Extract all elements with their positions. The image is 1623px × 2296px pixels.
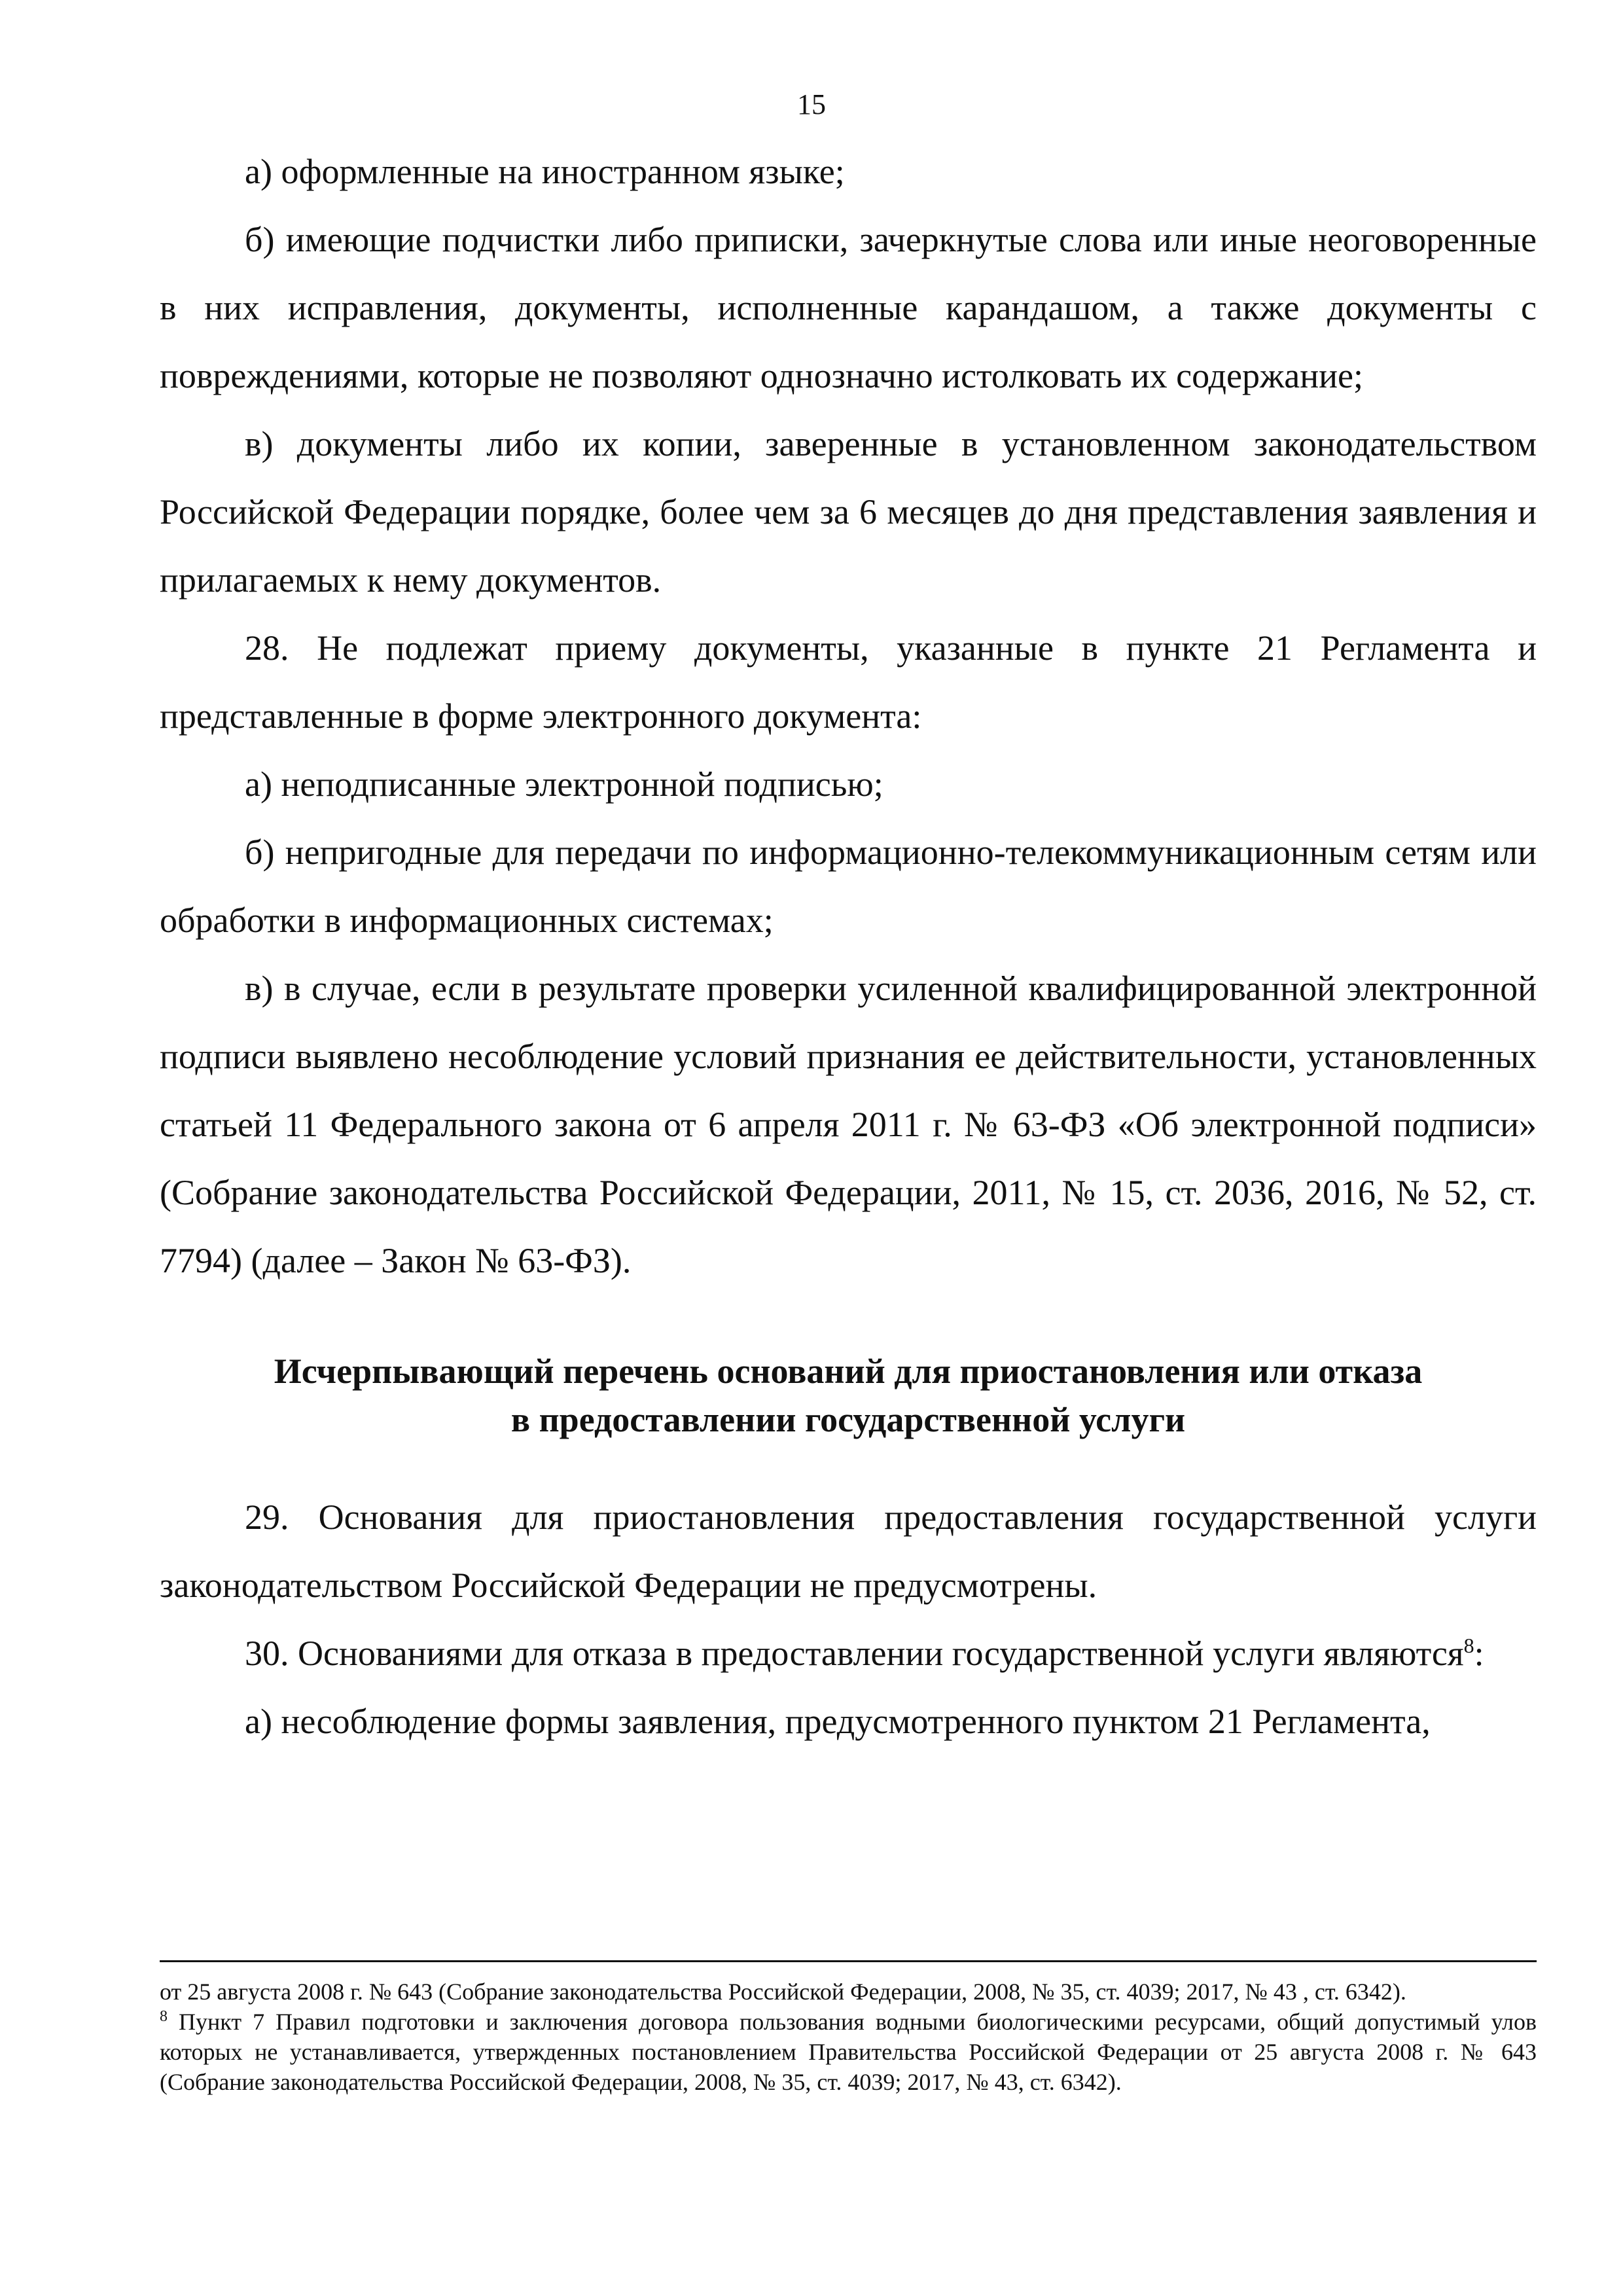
paragraph-28: 28. Не подлежат приему документы, указанные в пункте 21 Регламента и представленные в форме электронного документа: — [160, 628, 1537, 736]
paragraph-29: 29. Основания для приостановления предоставления государственной услуги законодательством Российской Федерации не предусмотрены. — [160, 1498, 1537, 1605]
paragraph-28b: б) непригодные для передачи по информационно-телекоммуникационным сетям или обработки в информационных системах; — [160, 833, 1537, 940]
body-text — [160, 137, 1537, 1755]
paragraph-30 — [160, 1619, 1537, 1687]
paragraph-30-text: 30. Основаниями для отказа в предоставлении государственной услуги являются — [245, 1634, 1464, 1673]
section-heading — [160, 1347, 1537, 1444]
paragraph-28c: в) в случае, если в результате проверки усиленной квалифицированной электронной подписи выявлено несоблюдение условий признания ее действительности, установленных статьей 11 Федерального закона от 6 апреля 2011 г. № 63-ФЗ «Об электронной подписи» (Собрание законодательства Российской Федерации, 2011, № 15, ст. 2036, 2016, № 52, ст. 7794) (далее – Закон № 63-ФЗ). — [160, 969, 1537, 1280]
footnote-ref-8: 8 — [1463, 1634, 1474, 1657]
paragraph-27b: б) имеющие подчистки либо приписки, зачеркнутые слова или иные неоговоренные в них исправления, документы, исполненные карандашом, а также документы с повреждениями, которые не позволяют однозначно истолковать их содержание; — [160, 220, 1537, 395]
paragraph-27a: а) оформленные на иностранном языке; — [245, 152, 845, 191]
page-number: 15 — [797, 88, 826, 120]
section-heading-line-1: Исчерпывающий перечень оснований для приостановления или отказа — [274, 1352, 1423, 1391]
footnotes — [160, 1960, 1537, 2097]
paragraph-28a: а) неподписанные электронной подписью; — [245, 764, 883, 804]
section-heading-line-2: в предоставлении государственной услуги — [510, 1400, 1186, 1439]
footnote-8 — [160, 2007, 1537, 2097]
footnote-continuation: от 25 августа 2008 г. № 643 (Собрание законодательства Российской Федерации, 2008, № 35, ст. 4039; 2017, № 43 , ст. 6342). — [160, 1979, 1406, 2005]
paragraph-27c: в) документы либо их копии, заверенные в установленном законодательством Российской Федерации порядке, более чем за 6 месяцев до дня представления заявления и прилагаемых к нему документов. — [160, 424, 1537, 600]
paragraph-30a: а) несоблюдение формы заявления, предусмотренного пунктом 21 Регламента, — [245, 1702, 1431, 1741]
footnote-8-text: Пункт 7 Правил подготовки и заключения договора пользования водными биологическими ресурсами, общий допустимый улов которых не устанавливается, утвержденных постановлением Правительства Российской Федерации от 25 августа 2008 г. № 643 (Собрание законодательства Российской Федерации, 2008, № 35, ст. 4039; 2017, № 43, ст. 6342). — [160, 2009, 1537, 2095]
footnote-8-marker: 8 — [160, 2008, 168, 2025]
paragraph-30-tail: : — [1474, 1634, 1484, 1673]
footnote-divider — [160, 1960, 1537, 1962]
